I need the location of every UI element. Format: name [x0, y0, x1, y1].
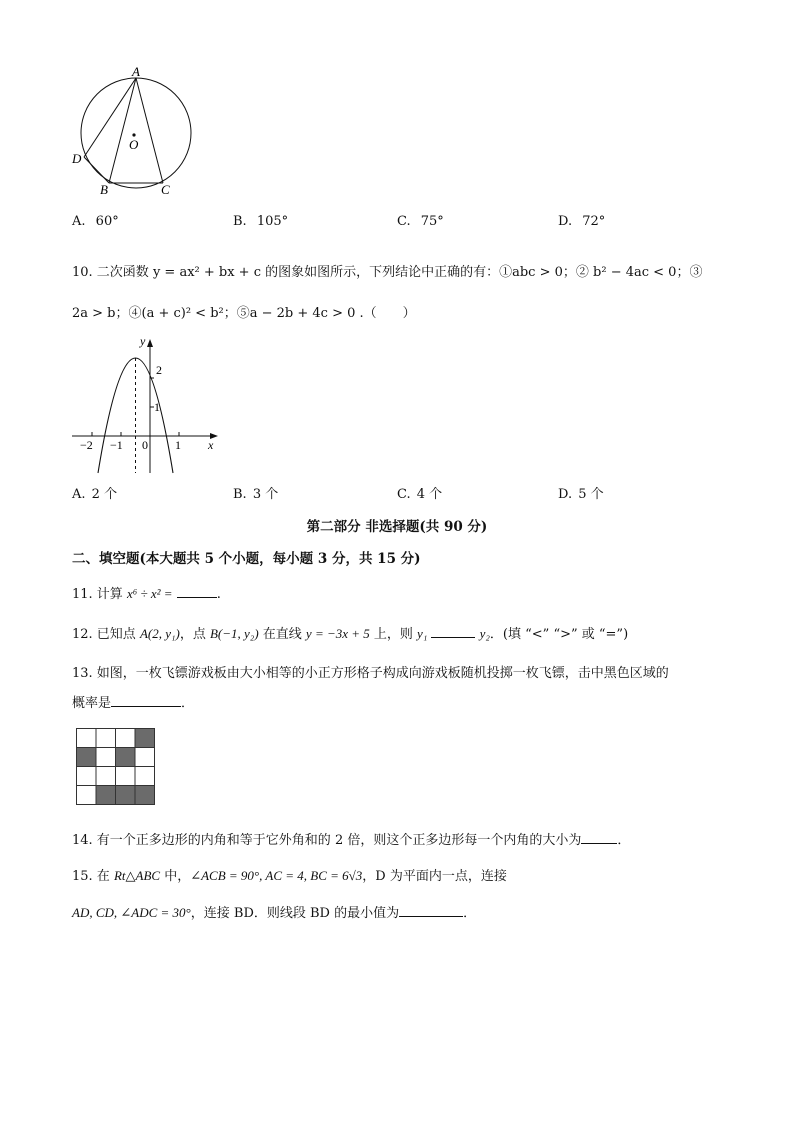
tick-y2: 2 [156, 363, 162, 377]
segment-AB [109, 78, 136, 183]
q15-conditions: ∠ACB = 90°, AC = 4, BC = 6√3 [190, 868, 363, 883]
q9-option-b[interactable] [233, 214, 288, 229]
q15-prefix: 15. 在 [72, 869, 114, 884]
q10-option-c-text: 4 个 [416, 487, 443, 502]
q10-line2: 2a > b；④(a + c)² < b²；⑤a − 2b + 4c > 0 .（ ） [72, 306, 416, 321]
q15-line1-suffix: ，D 为平面内一点，连接 [362, 869, 507, 884]
q15-line1 [72, 865, 507, 884]
q11 [72, 583, 221, 602]
grid-cell-dark [135, 729, 155, 748]
y-axis-label: y [140, 334, 146, 348]
y-axis-arrow [147, 339, 153, 347]
q11-suffix: . [216, 587, 221, 602]
q12-suffix: ．(填 “<” “>” 或 “=”) [489, 627, 629, 642]
q12 [72, 623, 628, 642]
grid-cell-light [135, 767, 155, 786]
q12-mid1: ，点 [179, 627, 210, 642]
label-B: B [100, 182, 108, 197]
q9-option-c-text: 75° [420, 214, 444, 229]
q12-prefix: 12. 已知点 [72, 627, 140, 642]
q9-option-d-text: 72° [582, 214, 606, 229]
grid-cell-light [77, 729, 97, 748]
circle-figure [70, 65, 200, 200]
tick-zero: 0 [142, 438, 148, 452]
q15-line2-text: ，连接 BD．则线段 BD 的最小值为 [190, 906, 400, 921]
q10-option-b-text: 3 个 [252, 487, 279, 502]
q9-option-c[interactable] [397, 214, 444, 229]
q11-answer-blank[interactable] [177, 585, 217, 598]
label-O: O [129, 137, 139, 152]
grid-cell-light [96, 729, 116, 748]
q11-prefix: 11. 计算 [72, 587, 127, 602]
segment-AC [136, 78, 163, 183]
q9-option-a-letter: A. [72, 214, 86, 229]
dart-board-grid [76, 728, 156, 806]
q12-y2: y₂ [479, 626, 490, 641]
q10-option-b-letter: B. [233, 487, 247, 502]
grid-cell-light [116, 729, 136, 748]
grid-cell-dark [77, 748, 97, 767]
grid-cell-light [96, 767, 116, 786]
q9-option-c-letter: C. [397, 214, 411, 229]
parabola-graph [68, 333, 228, 478]
q10-option-d-letter: D. [558, 487, 573, 502]
segment-DB [84, 157, 109, 183]
q10-option-a-letter: A. [72, 487, 86, 502]
grid-cell-dark [116, 786, 136, 805]
q13-line2 [72, 692, 194, 711]
part2-title: 第二部分 非选择题(共 90 分) [306, 519, 488, 535]
q13-line2-prefix: 概率是 [72, 696, 112, 711]
section2-title: 二、填空题(本大题共 5 个小题，每小题 3 分，共 15 分) [72, 551, 421, 567]
q10-option-d-text: 5 个 [578, 487, 604, 502]
q10-option-a[interactable] [72, 483, 117, 502]
q12-mid3: 上，则 [369, 627, 418, 642]
tick-one: 1 [175, 438, 181, 452]
q15-line2 [72, 902, 476, 921]
q10-line1: 10. 二次函数 y = ax² + bx + c 的图象如图所示，下列结论中正确的有：①abc > 0；② b² − 4ac < 0；③ [72, 265, 703, 280]
q10-option-c[interactable] [397, 483, 442, 502]
q10-option-a-text: 2 个 [91, 487, 118, 502]
q14 [72, 829, 630, 848]
q15-line2-expr: AD, CD, ∠ADC = 30° [72, 905, 191, 920]
q10-option-c-letter: C. [397, 487, 411, 502]
q9-option-b-text: 105° [256, 214, 289, 229]
q13-line2-suffix: ． [181, 696, 195, 711]
grid-cell-light [77, 767, 97, 786]
q14-text: 14. 有一个正多边形的内角和等于它外角和的 2 倍，则这个正多边形每一个内角的大小为 [72, 833, 582, 848]
grid-cell-dark [135, 786, 155, 805]
grid-cell-light [77, 786, 97, 805]
tick-y1: 1 [154, 400, 160, 414]
grid-cell-light [116, 767, 136, 786]
q12-y1: y₁ [417, 626, 428, 641]
label-D: D [72, 151, 82, 166]
q12-line-eq: y = −3x + 5 [305, 626, 370, 641]
q10-option-b[interactable] [233, 483, 278, 502]
grid-cell-light [135, 748, 155, 767]
x-axis-label: x [208, 438, 214, 452]
q15-mid: 中， [160, 869, 191, 884]
q9-option-a-text: 60° [95, 214, 119, 229]
tick-neg2: −2 [80, 438, 93, 452]
q14-suffix: ． [617, 833, 631, 848]
q14-answer-blank[interactable] [581, 831, 617, 844]
q13-answer-blank[interactable] [111, 694, 181, 707]
q9-option-d[interactable] [558, 214, 605, 229]
q9-option-b-letter: B. [233, 214, 247, 229]
q11-expr: x⁶ ÷ x² = [126, 586, 173, 601]
grid-cell-light [96, 748, 116, 767]
q13-line1: 13. 如图，一枚飞镖游戏板由大小相等的小正方形格子构成向游戏板随机投掷一枚飞镖，击中黑色区域的 [72, 666, 669, 681]
q12-answer-blank[interactable] [431, 625, 475, 638]
tick-neg1: −1 [110, 438, 123, 452]
q10-option-d[interactable] [558, 483, 604, 502]
q15-triangle: Rt△ABC [113, 868, 161, 883]
q12-point-a: A(2, y₁) [139, 626, 180, 641]
q15-line2-suffix: ． [463, 906, 477, 921]
grid-cell-dark [96, 786, 116, 805]
label-C: C [161, 182, 170, 197]
grid-cell-dark [116, 748, 136, 767]
q12-point-b: B(−1, y₂) [209, 626, 259, 641]
q9-option-a[interactable] [72, 214, 119, 229]
q15-answer-blank[interactable] [399, 904, 463, 917]
q9-option-d-letter: D. [558, 214, 573, 229]
label-A: A [132, 65, 140, 79]
q12-mid2: 在直线 [258, 627, 306, 642]
